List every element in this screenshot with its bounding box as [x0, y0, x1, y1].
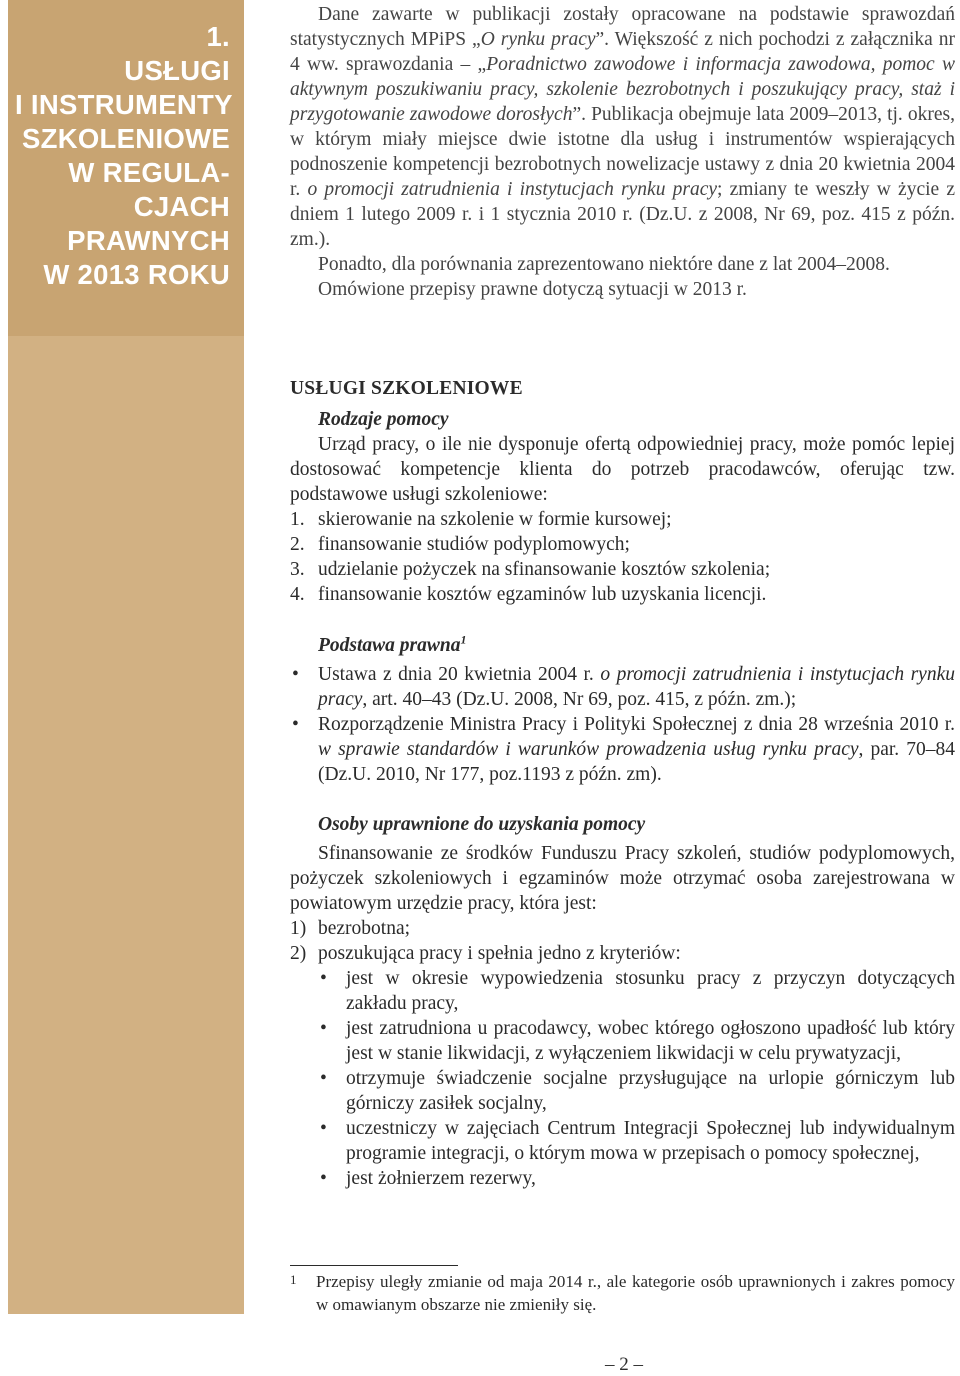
- bullet-icon: •: [292, 664, 299, 685]
- chapter-title-line: SZKOLENIOWE: [21, 123, 230, 154]
- bullet-icon: •: [320, 1018, 327, 1039]
- text-run-italic: o promocji zatrudnienia i instytucjach rynku pracy: [318, 664, 955, 710]
- chapter-title-line: W 2013 ROKU: [43, 259, 230, 290]
- list-text: jest w okresie wypowiedzenia stosunku pracy z przyczyn dotyczących zakładu pracy,: [346, 968, 955, 1014]
- footnote-number: 1: [290, 1272, 297, 1287]
- text-run: , par. 70–84 (Dz.U. 2010, Nr 177, poz.1193 z późn. zm).: [318, 739, 955, 785]
- chapter-title-line: W REGULA-: [68, 157, 230, 188]
- list-item: [290, 941, 955, 966]
- list-item: [290, 966, 955, 1016]
- list-number: 4.: [290, 584, 305, 605]
- list-number: 2): [290, 943, 307, 964]
- chapter-title-line: PRAWNYCH: [67, 225, 230, 256]
- list-item: [290, 532, 955, 557]
- list-text: jest żołnierzem rezerwy,: [346, 1168, 536, 1189]
- services-list: [290, 507, 955, 607]
- section-legal-basis: [290, 633, 955, 787]
- list-text: finansowanie studiów podyplomowych;: [318, 534, 630, 555]
- subheading-legal-basis: [318, 633, 955, 658]
- text-run: , art. 40–43 (Dz.U. 2008, Nr 69, poz. 415, z późn. zm.);: [362, 689, 797, 710]
- list-text: finansowanie kosztów egzaminów lub uzyskania licencji.: [318, 584, 767, 605]
- text-run: Rozporządzenie Ministra Pracy i Polityki Społecznej z dnia 28 września 2010 r.: [318, 714, 955, 735]
- text-run: ”. Publikacja obejmuje lata 2009–2013, tj. okres, w którym miały miejsce dwie istotne dla usług i instrumentów wspierających podnoszenie kompetencji bezrobotnych nowelizacje ustawy z dnia 20 kwietnia 2004 r.: [290, 104, 955, 200]
- list-text: udzielanie pożyczek na sfinansowanie kosztów szkolenia;: [318, 559, 771, 580]
- bullet-icon: •: [320, 1168, 327, 1189]
- list-item: [290, 1016, 955, 1066]
- list-item: [290, 1166, 955, 1191]
- eligible-list: [290, 916, 955, 966]
- intro-paragraph: [290, 2, 955, 252]
- page-number: – 2 –: [605, 1354, 643, 1375]
- subheading-types-of-help: Rodzaje pomocy: [318, 409, 449, 430]
- intro-block: [290, 2, 955, 302]
- text-run-italic: O rynku pracy: [480, 29, 596, 50]
- list-item: [290, 662, 955, 712]
- list-text: uczestniczy w zajęciach Centrum Integracji Społecznej lub indywidualnym programie integracji, o którym mowa w przepisach o pomocy społecznej,: [346, 1118, 955, 1164]
- chapter-title-line: 1.: [206, 21, 230, 52]
- list-item: [290, 1066, 955, 1116]
- footnote-divider: [290, 1265, 458, 1266]
- list-number: 1.: [290, 509, 305, 530]
- section-paragraph: Urząd pracy, o ile nie dysponuje ofertą odpowiedniej pracy, może pomóc lepiej dostosować kompetencje klienta do potrzeb pracodawców, oferując tzw. podstawowe usługi szkoleniowe:: [290, 434, 955, 505]
- intro-paragraph-2: Ponadto, dla porównania zaprezentowano niektóre dane z lat 2004–2008.: [318, 254, 890, 275]
- chapter-title-block: [8, 0, 244, 336]
- text-run-italic: w sprawie standardów i warunków prowadzenia usług rynku pracy: [318, 739, 859, 760]
- bullet-icon: •: [292, 714, 299, 735]
- criteria-list: [290, 966, 955, 1191]
- bullet-icon: •: [320, 1118, 327, 1139]
- legal-basis-list: [290, 662, 955, 787]
- footnote-text: Przepisy uległy zmianie od maja 2014 r., ale kategorie osób uprawnionych i zakres pomocy w omawianym obszarze nie zmieniły się.: [316, 1272, 955, 1314]
- text-run-italic: Poradnictwo zawodowe i informacja zawodowa, pomoc w aktywnym poszukiwaniu pracy, szkolenie bezrobotnych i poszukujący pracy, staż i przygotowanie zawodowe dorosłych: [290, 54, 955, 125]
- list-number: 1): [290, 918, 307, 939]
- footnote-reference[interactable]: 1: [460, 632, 467, 647]
- chapter-title-line: I INSTRUMENTY: [15, 89, 233, 120]
- list-item: [290, 712, 955, 787]
- chapter-title-line: USŁUGI: [124, 55, 230, 86]
- section-paragraph: Sfinansowanie ze środków Funduszu Pracy szkoleń, studiów podyplomowych, pożyczek szkoleniowych i egzaminów może otrzymać osoba zarejestrowana w powiatowym urzędzie pracy, która jest:: [290, 843, 955, 914]
- section-eligible-persons: [290, 812, 955, 1191]
- footnote: [290, 1270, 955, 1316]
- list-number: 3.: [290, 559, 305, 580]
- list-number: 2.: [290, 534, 305, 555]
- chapter-title-line: CJACH: [133, 191, 230, 222]
- section-heading: USŁUGI SZKOLENIOWE: [290, 378, 523, 399]
- list-item: [290, 582, 955, 607]
- list-item: [290, 1116, 955, 1166]
- intro-paragraph-3: Omówione przepisy prawne dotyczą sytuacji w 2013 r.: [318, 279, 747, 300]
- list-text: skierowanie na szkolenie w formie kursowej;: [318, 509, 672, 530]
- bullet-icon: •: [320, 1068, 327, 1089]
- subheading-eligible-persons: Osoby uprawnione do uzyskania pomocy: [318, 814, 646, 835]
- list-text: otrzymuje świadczenie socjalne przysługujące na urlopie górniczym lub górniczy zasiłek socjalny,: [346, 1068, 955, 1114]
- section-training-services: [290, 376, 955, 607]
- list-text: jest zatrudniona u pracodawcy, wobec którego ogłoszono upadłość lub który jest w stanie likwidacji, z wyłączeniem likwidacji w celu prywatyzacji,: [346, 1018, 955, 1064]
- bullet-icon: •: [320, 968, 327, 989]
- chapter-sidebar: [8, 0, 244, 1314]
- list-item: [290, 916, 955, 941]
- text-run: ; zmiany te weszły w życie z dniem 1 lutego 2009 r. i 1 stycznia 2010 r. (Dz.U. z 2008, Nr 69, poz. 415 z późn. zm.).: [290, 179, 956, 250]
- legal-heading-text: Podstawa prawna: [318, 635, 461, 656]
- list-item: [290, 557, 955, 582]
- text-run: ”. Większość z nich pochodzi z załącznika nr 4 ww. sprawozdania – „: [290, 29, 955, 75]
- text-run: Dane zawarte w publikacji zostały opracowane na podstawie sprawozdań statystycznych MPiPS „: [290, 4, 955, 50]
- text-run-italic: o promocji zatrudnienia i instytucjach rynku pracy: [307, 179, 718, 200]
- list-text: poszukująca pracy i spełnia jedno z kryteriów:: [318, 943, 681, 964]
- list-text: bezrobotna;: [318, 918, 411, 939]
- text-run: Ustawa z dnia 20 kwietnia 2004 r.: [318, 664, 601, 685]
- chapter-title: [15, 20, 233, 292]
- list-item: [290, 507, 955, 532]
